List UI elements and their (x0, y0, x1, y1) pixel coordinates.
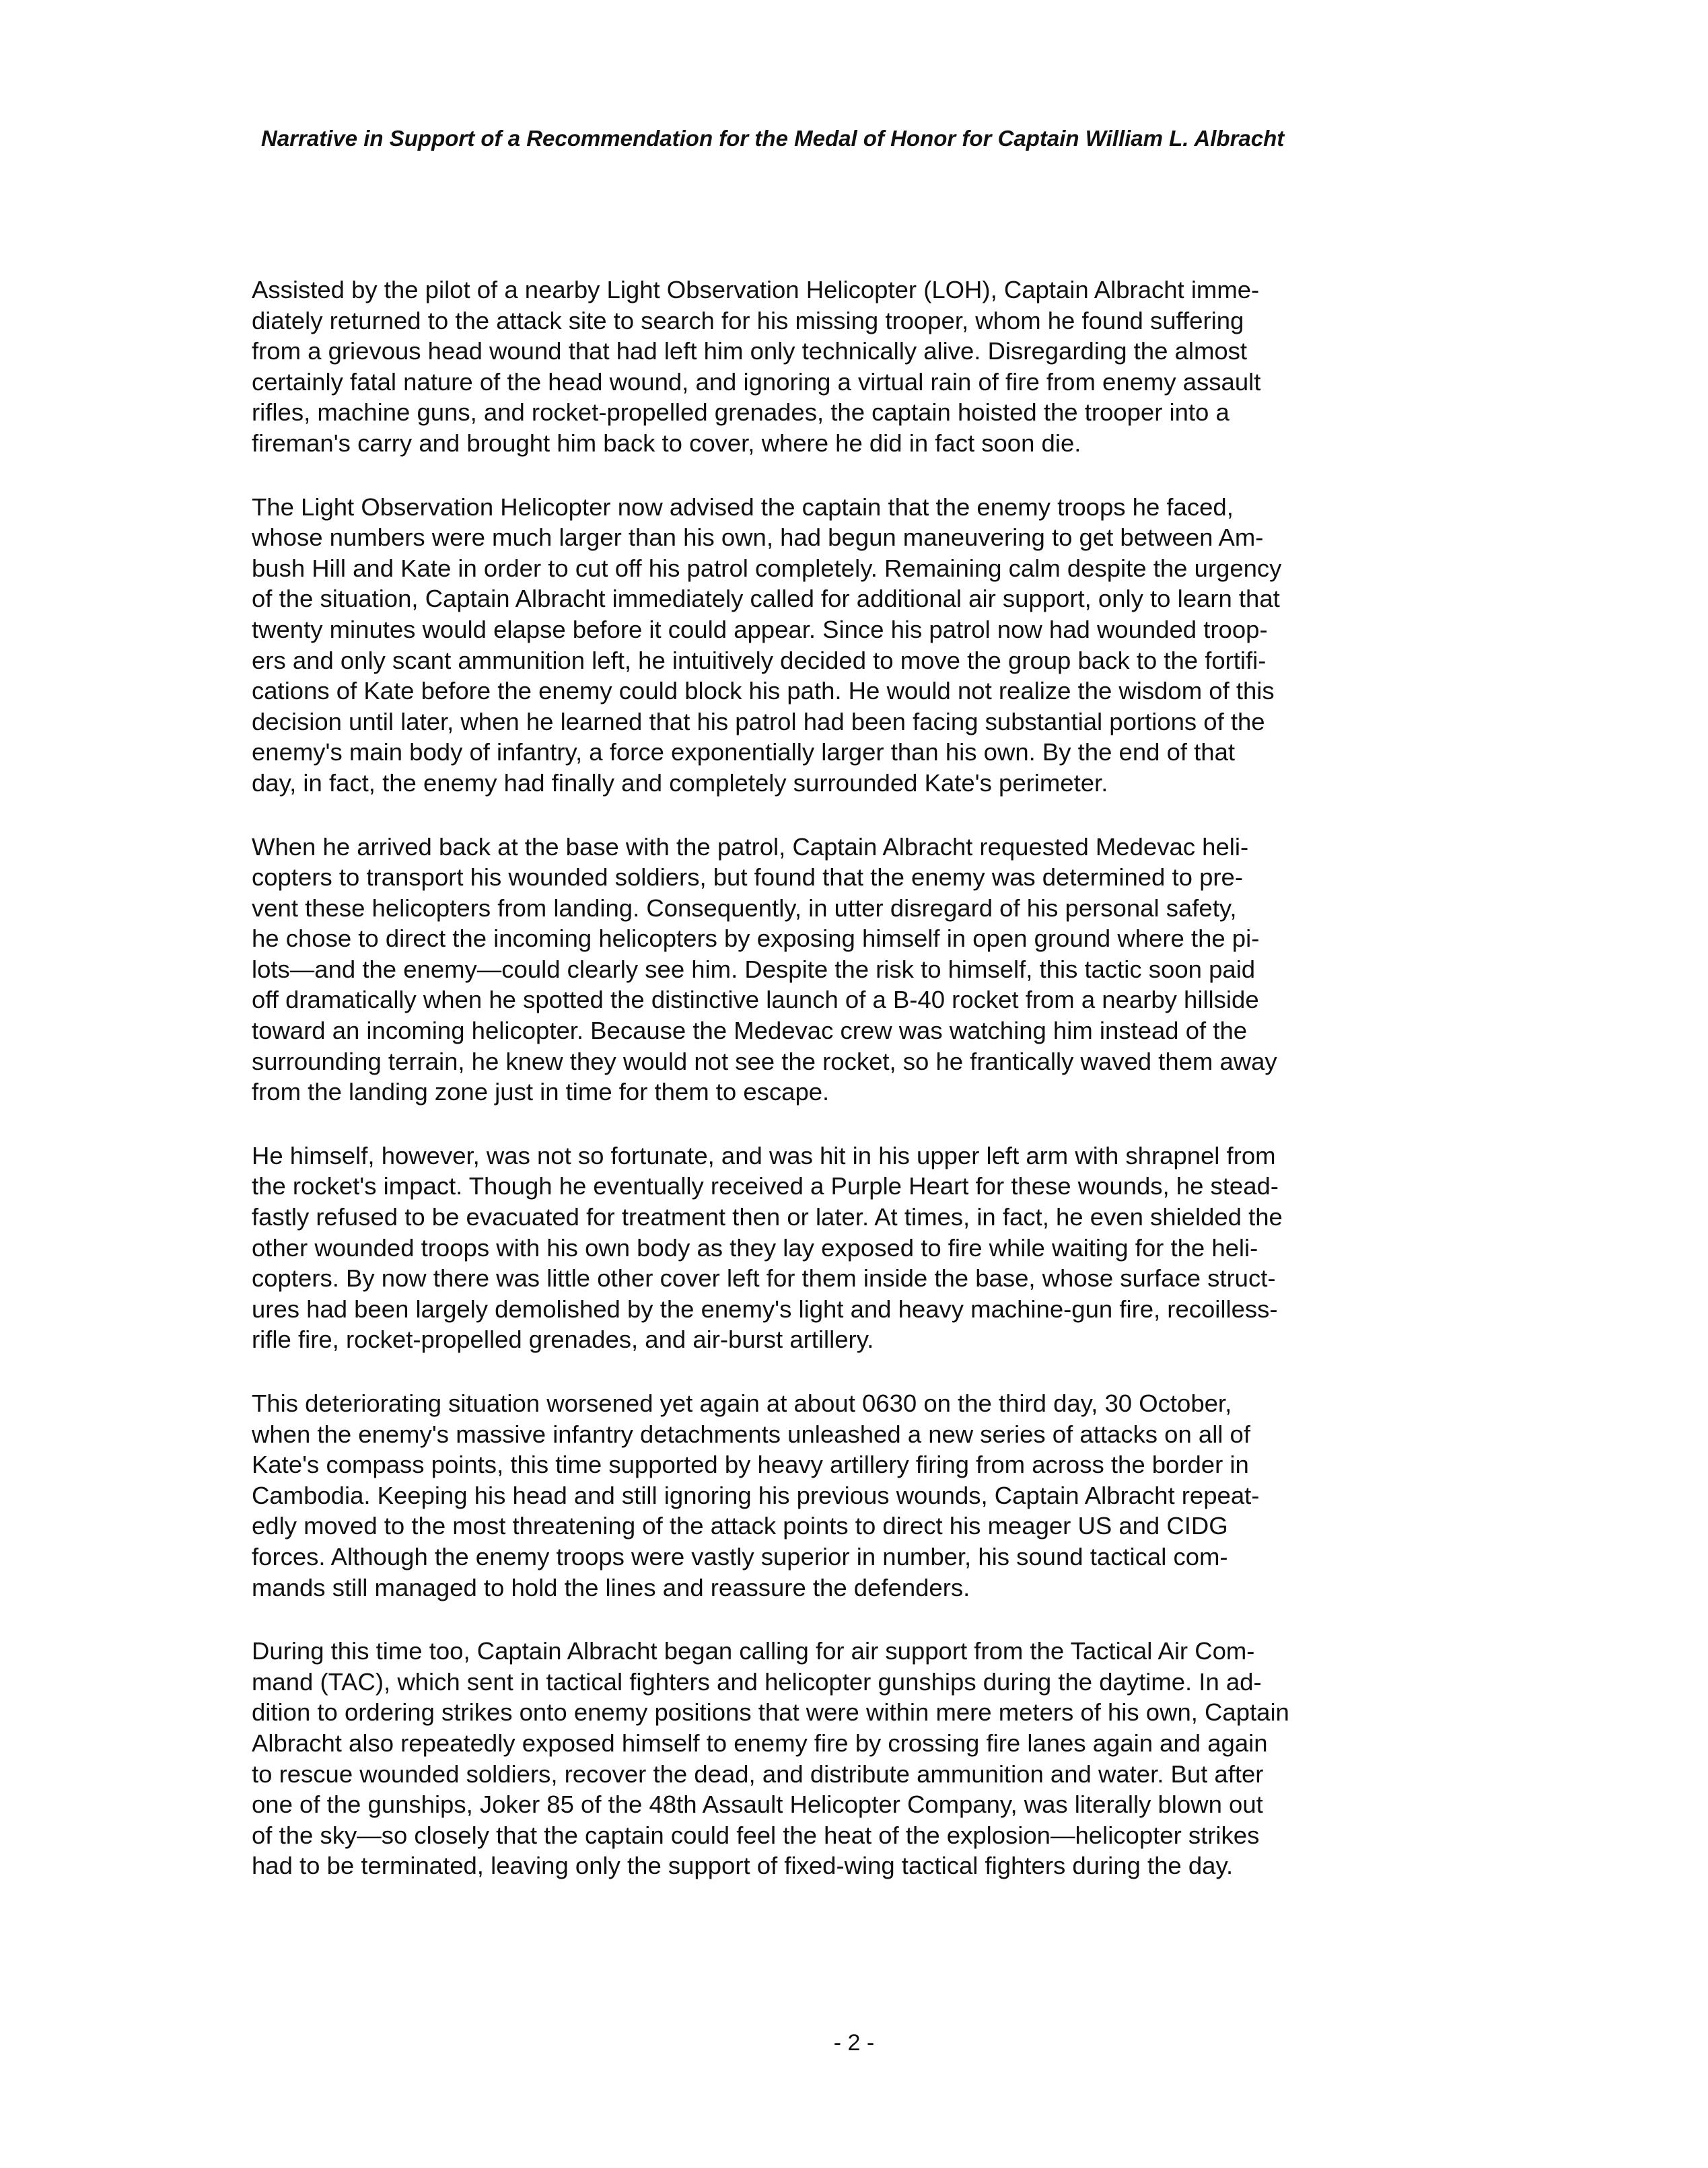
text-line: day, in fact, the enemy had finally and completely surrounded Kate's perimeter. (252, 768, 1108, 797)
body-text (252, 275, 1382, 1914)
text-line: other wounded troops with his own body as they lay exposed to fire while waiting for the heli- (252, 1233, 1258, 1262)
text-line: to rescue wounded soldiers, recover the dead, and distribute ammunition and water. But after (252, 1760, 1264, 1788)
paragraph-2 (252, 492, 1382, 799)
text-line: copters to transport his wounded soldiers, but found that the enemy was determined to pre- (252, 863, 1243, 892)
page-number: - 2 - (833, 2030, 875, 2056)
text-line: The Light Observation Helicopter now advised the captain that the enemy troops he faced, (252, 493, 1234, 521)
text-line: whose numbers were much larger than his own, had begun maneuvering to get between Am- (252, 523, 1264, 552)
text-line: had to be terminated, leaving only the support of fixed-wing tactical fighters during the day. (252, 1852, 1234, 1880)
paragraph-4 (252, 1141, 1382, 1355)
text-line: he chose to direct the incoming helicopters by exposing himself in open ground where the pi- (252, 925, 1260, 953)
text-line: edly moved to the most threatening of the attack points to direct his meager US and CIDG (252, 1512, 1228, 1540)
text-line: bush Hill and Kate in order to cut off his patrol completely. Remaining calm despite the urgency (252, 554, 1282, 582)
paragraph-3 (252, 832, 1382, 1108)
text-line: fastly refused to be evacuated for treatment then or later. At times, in fact, he even shielded the (252, 1203, 1283, 1231)
text-line: During this time too, Captain Albracht began calling for air support from the Tactical Air Com- (252, 1637, 1255, 1665)
text-line: lots—and the enemy—could clearly see him. Despite the risk to himself, this tactic soon paid (252, 955, 1256, 983)
text-line: diately returned to the attack site to search for his missing trooper, whom he found suffering (252, 306, 1244, 334)
text-line: of the sky—so closely that the captain could feel the heat of the explosion—helicopter strikes (252, 1821, 1260, 1849)
text-line: dition to ordering strikes onto enemy positions that were within mere meters of his own, Captain (252, 1698, 1289, 1727)
text-line: When he arrived back at the base with the patrol, Captain Albracht requested Medevac heli- (252, 832, 1249, 861)
text-line: He himself, however, was not so fortunate, and was hit in his upper left arm with shrapnel from (252, 1141, 1276, 1169)
text-line: surrounding terrain, he knew they would not see the rocket, so he frantically waved them away (252, 1047, 1277, 1075)
text-line: ures had been largely demolished by the enemy's light and heavy machine-gun fire, recoilless- (252, 1295, 1278, 1323)
paragraph-6 (252, 1636, 1382, 1881)
text-line: vent these helicopters from landing. Consequently, in utter disregard of his personal safety, (252, 894, 1237, 922)
text-line: rifle fire, rocket-propelled grenades, and air-burst artillery. (252, 1326, 874, 1354)
text-line: forces. Although the enemy troops were vastly superior in number, his sound tactical com- (252, 1542, 1228, 1570)
text-line: Albracht also repeatedly exposed himself to enemy fire by crossing fire lanes again and again (252, 1729, 1268, 1757)
text-line: cations of Kate before the enemy could block his path. He would not realize the wisdom of this (252, 677, 1275, 705)
text-line: one of the gunships, Joker 85 of the 48th Assault Helicopter Company, was literally blown out (252, 1791, 1263, 1819)
text-line: fireman's carry and brought him back to cover, where he did in fact soon die. (252, 429, 1081, 457)
text-line: Assisted by the pilot of a nearby Light Observation Helicopter (LOH), Captain Albracht imme- (252, 276, 1260, 303)
text-line: mands still managed to hold the lines and reassure the defenders. (252, 1573, 970, 1601)
text-line: from the landing zone just in time for them to escape. (252, 1078, 830, 1106)
text-line: when the enemy's massive infantry detachments unleashed a new series of attacks on all of (252, 1420, 1250, 1448)
text-line: enemy's main body of infantry, a force exponentially larger than his own. By the end of that (252, 738, 1236, 766)
text-line: copters. By now there was little other cover left for them inside the base, whose surface struct- (252, 1264, 1276, 1293)
text-line: certainly fatal nature of the head wound, and ignoring a virtual rain of fire from enemy assault (252, 367, 1261, 396)
page-header: Narrative in Support of a Recommendation for the Medal of Honor for Captain William L. Albracht (261, 126, 1285, 151)
text-line: This deteriorating situation worsened yet again at about 0630 on the third day, 30 October, (252, 1389, 1232, 1417)
text-line: Kate's compass points, this time supported by heavy artillery firing from across the border in (252, 1451, 1249, 1479)
text-line: decision until later, when he learned that his patrol had been facing substantial portions of the (252, 707, 1265, 735)
text-line: mand (TAC), which sent in tactical fighters and helicopter gunships during the daytime. In ad- (252, 1667, 1262, 1696)
text-line: of the situation, Captain Albracht immediately called for additional air support, only to learn that (252, 585, 1280, 613)
paragraph-5 (252, 1388, 1382, 1603)
text-line: the rocket's impact. Though he eventually received a Purple Heart for these wounds, he stead- (252, 1172, 1279, 1200)
text-line: twenty minutes would elapse before it could appear. Since his patrol now had wounded troop- (252, 615, 1268, 643)
paragraph-1 (252, 275, 1382, 459)
text-line: from a grievous head wound that had left him only technically alive. Disregarding the almost (252, 337, 1248, 365)
text-line: rifles, machine guns, and rocket-propelled grenades, the captain hoisted the trooper into a (252, 398, 1230, 427)
text-line: toward an incoming helicopter. Because the Medevac crew was watching him instead of the (252, 1017, 1248, 1045)
text-line: Cambodia. Keeping his head and still ignoring his previous wounds, Captain Albracht repeat- (252, 1481, 1260, 1509)
text-line: off dramatically when he spotted the distinctive launch of a B-40 rocket from a nearby hillside (252, 986, 1259, 1014)
text-line: ers and only scant ammunition left, he intuitively decided to move the group back to the fortifi- (252, 646, 1267, 674)
